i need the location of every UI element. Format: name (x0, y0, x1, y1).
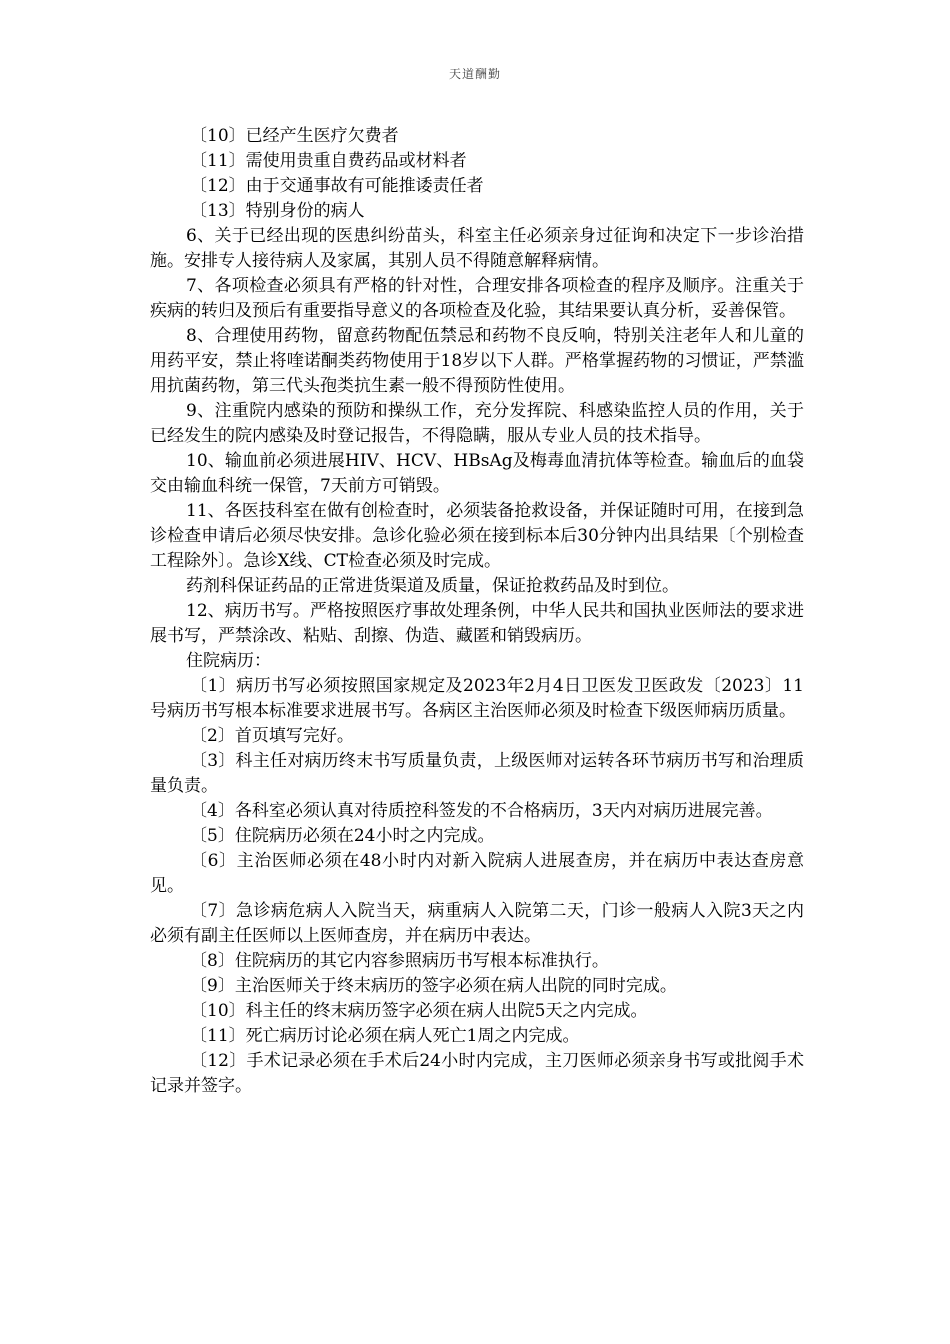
list-item: 〔11〕死亡病历讨论必须在病人死亡1周之内完成。 (190, 1026, 580, 1046)
list-item: 〔9〕主治医师关于终末病历的签字必须在病人出院的同时完成。 (190, 976, 677, 996)
paragraph: 药剂科保证药品的正常进货渠道及质量，保证抢救药品及时到位。 (186, 576, 679, 596)
paragraph: 7、各项检查必须具有严格的针对性，合理安排各项检查的程序及顺序。注重关于疾病的转归及预后有重要指导意义的各项检查及化验，其结果要认真分析，妥善保管。 (150, 276, 804, 321)
list-item: 〔2〕首页填写完好。 (190, 726, 354, 746)
paragraph: 12、病历书写。严格按照医疗事故处理条例，中华人民共和国执业医师法的要求进展书写，严禁涂改、粘贴、刮擦、伪造、藏匿和销毁病历。 (150, 601, 804, 646)
list-item: 〔11〕需使用贵重自费药品或材料者 (190, 151, 467, 171)
document-body (150, 124, 804, 1099)
list-item: 〔12〕由于交通事故有可能推诿责任者 (190, 176, 484, 196)
paragraph: 10、输血前必须进展HIV、HCV、HBsAg及梅毒血清抗体等检查。输血后的血袋交由输血科统一保管，7天前方可销毁。 (150, 451, 804, 496)
paragraph: 9、注重院内感染的预防和操纵工作，充分发挥院、科感染监控人员的作用，关于已经发生的院内感染及时登记报告，不得隐瞒，服从专业人员的技术指导。 (150, 401, 804, 446)
list-item: 〔12〕手术记录必须在手术后24小时内完成，主刀医师必须亲身书写或批阅手术记录并签字。 (150, 1051, 804, 1096)
list-item: 〔5〕住院病历必须在24小时之内完成。 (190, 826, 495, 846)
paragraph: 6、关于已经出现的医患纠纷苗头，科室主任必须亲身过征询和决定下一步诊治措施。安排专人接待病人及家属，其别人员不得随意解释病情。 (150, 226, 804, 271)
list-item: 〔10〕已经产生医疗欠费者 (190, 126, 399, 146)
list-item: 〔7〕急诊病危病人入院当天，病重病人入院第二天，门诊一般病人入院3天之内必须有副主任医师以上医师查房，并在病历中表达。 (150, 901, 804, 946)
list-item: 〔3〕科主任对病历终末书写质量负责，上级医师对运转各环节病历书写和治理质量负责。 (150, 751, 804, 796)
list-item: 〔10〕科主任的终末病历签字必须在病人出院5天之内完成。 (190, 1001, 648, 1021)
page-header: 天道酬勤 (448, 67, 501, 81)
paragraph: 8、合理使用药物，留意药物配伍禁忌和药物不良反响，特别关注老年人和儿童的用药平安，禁止将喹诺酮类药物使用于18岁以下人群。严格掌握药物的习惯证，严禁滥用抗菌药物，第三代头孢类抗生素一般不得预防性使用。 (150, 326, 804, 396)
list-item: 〔1〕病历书写必须按照国家规定及2023年2月4日卫医发卫医政发〔2023〕11号病历书写根本标准要求进展书写。各病区主治医师必须及时检查下级医师病历质量。 (150, 676, 804, 721)
list-item: 〔13〕特别身份的病人 (190, 201, 365, 221)
paragraph: 11、各医技科室在做有创检查时，必须装备抢救设备，并保证随时可用，在接到急诊检查申请后必须尽快安排。急诊化验必须在接到标本后30分钟内出具结果〔个别检查工程除外〕。急诊X线、CT检查必须及时完成。 (150, 501, 804, 571)
list-item: 〔8〕住院病历的其它内容参照病历书写根本标准执行。 (190, 951, 609, 971)
section-heading: 住院病历： (186, 651, 271, 671)
list-item: 〔6〕主治医师必须在48小时内对新入院病人进展查房，并在病历中表达查房意见。 (150, 851, 804, 896)
list-item: 〔4〕各科室必须认真对待质控科签发的不合格病历，3天内对病历进展完善。 (190, 801, 773, 821)
